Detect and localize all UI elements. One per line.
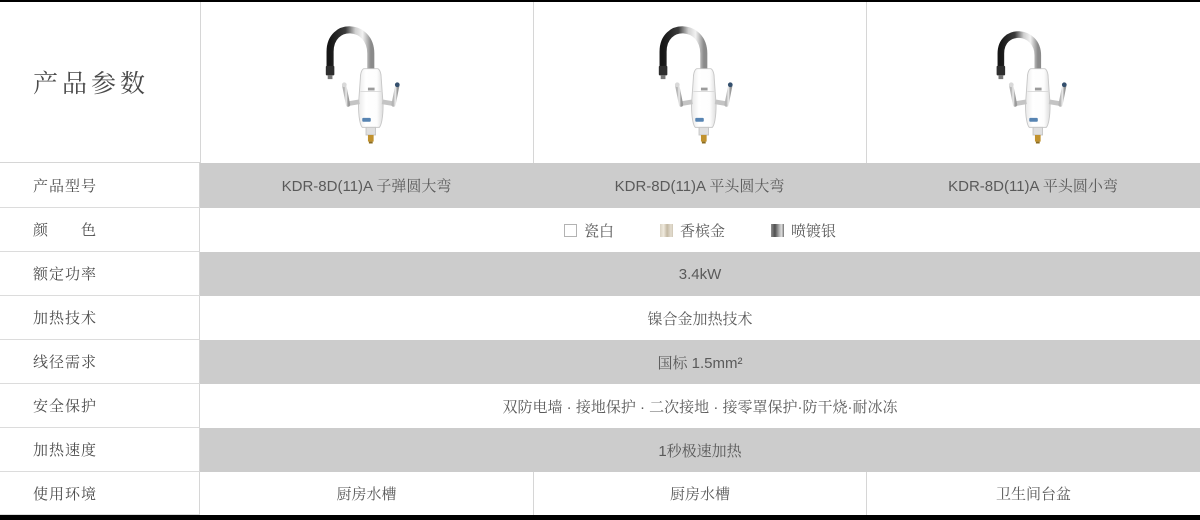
title-cell xyxy=(0,2,200,163)
header-row xyxy=(0,2,1200,163)
color-option-label: 瓷白 xyxy=(583,222,614,240)
row-label-color: 颜 色 xyxy=(0,208,200,252)
row-label-model: 产品型号 xyxy=(0,163,200,208)
product-image-cell-2 xyxy=(533,2,866,163)
spec-row-wire xyxy=(0,340,1200,384)
faucet-product-image xyxy=(305,10,429,152)
spec-row-color xyxy=(0,208,1200,252)
spec-row-heating-tech xyxy=(0,296,1200,340)
wire-value: 国标 1.5mm² xyxy=(200,340,1200,384)
color-swatch-champagne xyxy=(660,224,673,237)
spec-row-environment xyxy=(0,472,1200,515)
product-image-cell-3 xyxy=(866,2,1200,163)
faucet-product-image xyxy=(972,10,1096,152)
spec-row-model xyxy=(0,163,1200,208)
color-swatch-silver xyxy=(771,224,784,237)
product-model: KDR-8D(11)A 平头圆大弯 xyxy=(614,178,785,195)
heating-tech-value: 镍合金加热技术 xyxy=(647,310,753,328)
faucet-product-image xyxy=(638,10,762,152)
product-model: KDR-8D(11)A 子弹圆大弯 xyxy=(281,178,452,195)
row-label-speed: 加热速度 xyxy=(0,428,200,472)
product-model: KDR-8D(11)A 平头圆小弯 xyxy=(948,178,1118,195)
spec-row-safety xyxy=(0,384,1200,428)
color-values xyxy=(200,208,1200,252)
color-option-label: 喷镀银 xyxy=(791,222,837,240)
bottom-accent-bar xyxy=(0,515,1200,520)
row-label-environment: 使用环境 xyxy=(0,472,200,515)
power-value: 3.4kW xyxy=(200,252,1200,296)
spec-row-speed xyxy=(0,428,1200,472)
row-label-safety: 安全保护 xyxy=(0,384,200,428)
speed-value: 1秒极速加热 xyxy=(200,428,1200,472)
product-image-cell-1 xyxy=(200,2,533,163)
page-title: 产品参数 xyxy=(33,70,150,98)
color-option-plated-silver xyxy=(771,220,836,241)
model-values xyxy=(200,163,1200,208)
product-environment: 卫生间台盆 xyxy=(866,472,1200,515)
environment-values xyxy=(200,472,1200,515)
row-label-heating-tech: 加热技术 xyxy=(0,296,200,340)
spec-row-power xyxy=(0,252,1200,296)
row-label-power: 额定功率 xyxy=(0,252,200,296)
row-label-wire: 线径需求 xyxy=(0,340,200,384)
product-environment: 厨房水槽 xyxy=(336,486,397,503)
color-option-label: 香槟金 xyxy=(679,222,725,240)
color-option-porcelain-white xyxy=(564,220,614,241)
color-swatch-white xyxy=(564,224,577,237)
product-environment: 厨房水槽 xyxy=(533,472,866,515)
color-option-champagne-gold xyxy=(660,220,725,241)
safety-value: 双防电墙 · 接地保护 · 二次接地 · 接零罩保护·防干烧·耐冰冻 xyxy=(502,398,898,416)
